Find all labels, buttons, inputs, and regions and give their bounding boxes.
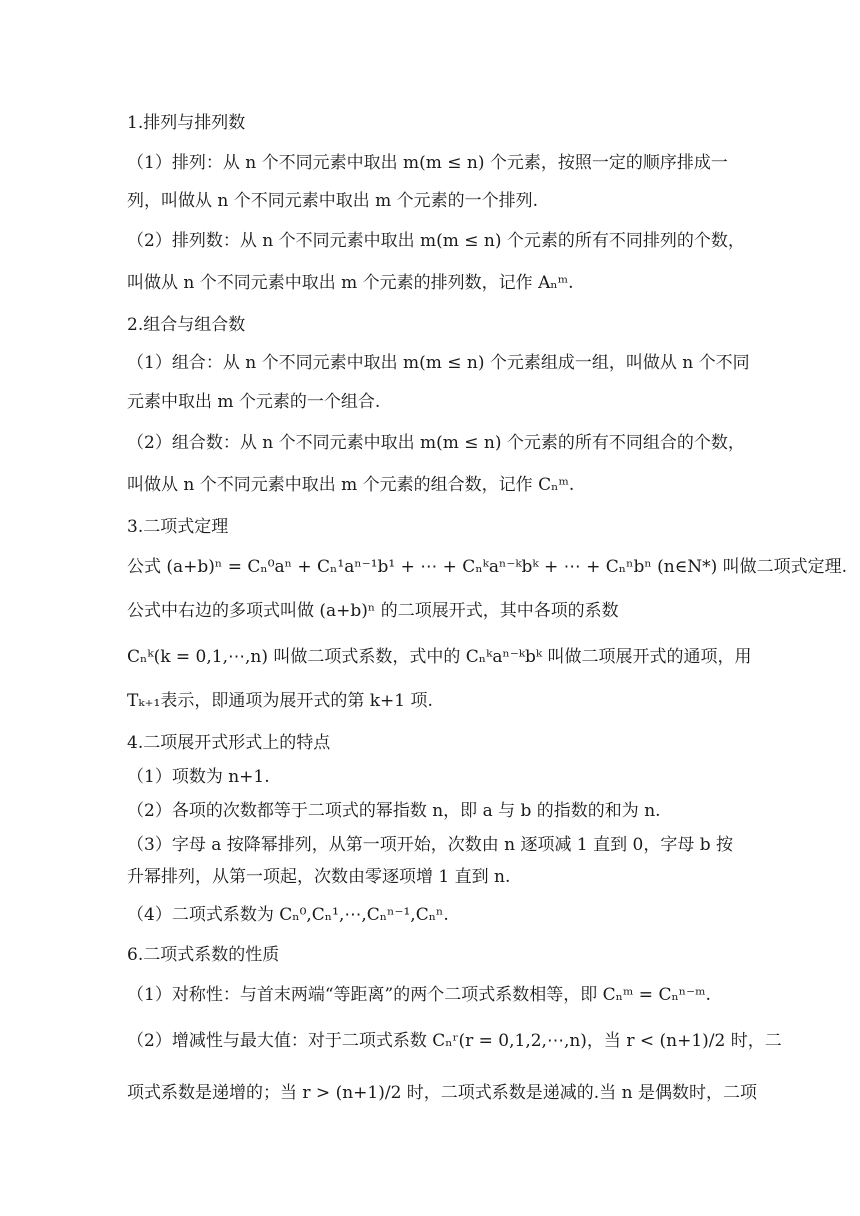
list-item: （2）各项的次数都等于二项式的幂指数 n，即 a 与 b 的指数的和为 n. bbox=[127, 801, 661, 821]
section-heading-combination: 2.组合与组合数 bbox=[127, 315, 246, 335]
paragraph-line: 公式中右边的多项式叫做 (a+b)ⁿ 的二项展开式，其中各项的系数 bbox=[127, 601, 619, 621]
paragraph-line: 列，叫做从 n 个不同元素中取出 m 个元素的一个排列. bbox=[127, 191, 539, 211]
paragraph-line: （2）组合数：从 n 个不同元素中取出 m(m ≤ n) 个元素的所有不同组合的个数， bbox=[127, 433, 745, 453]
list-item: （4）二项式系数为 Cₙ⁰,Cₙ¹,⋯,Cₙⁿ⁻¹,Cₙⁿ. bbox=[127, 905, 449, 925]
list-item: （2）增减性与最大值：对于二项式系数 Cₙʳ(r = 0,1,2,⋯,n)，当 r < (n+1)/2 时，二 bbox=[127, 1031, 782, 1051]
section-heading-permutation: 1.排列与排列数 bbox=[127, 113, 246, 133]
paragraph-line: （2）排列数：从 n 个不同元素中取出 m(m ≤ n) 个元素的所有不同排列的个数， bbox=[127, 231, 745, 251]
section-heading-binomial-theorem: 3.二项式定理 bbox=[127, 517, 229, 537]
list-item-continuation: 升幂排列，从第一项起，次数由零逐项增 1 直到 n. bbox=[127, 867, 511, 887]
list-item: （1）对称性：与首末两端“等距离”的两个二项式系数相等，即 Cₙᵐ = Cₙⁿ⁻ᵐ. bbox=[127, 985, 711, 1005]
paragraph-line: 元素中取出 m 个元素的一个组合. bbox=[127, 392, 381, 412]
paragraph-line: 叫做从 n 个不同元素中取出 m 个元素的组合数，记作 Cₙᵐ. bbox=[127, 475, 575, 495]
list-item: （1）项数为 n+1. bbox=[127, 767, 270, 787]
list-item-continuation: 项式系数是递增的；当 r > (n+1)/2 时，二项式系数是递减的.当 n 是偶数时，二项 bbox=[127, 1083, 757, 1103]
paragraph-line: 叫做从 n 个不同元素中取出 m 个元素的排列数，记作 Aₙᵐ. bbox=[127, 273, 574, 293]
paragraph-line: （1）排列：从 n 个不同元素中取出 m(m ≤ n) 个元素，按照一定的顺序排成一 bbox=[127, 153, 728, 173]
paragraph-line: Tₖ₊₁表示，即通项为展开式的第 k+1 项. bbox=[127, 691, 433, 711]
formula-line: 公式 (a+b)ⁿ = Cₙ⁰aⁿ + Cₙ¹aⁿ⁻¹b¹ + ⋯ + Cₙᵏaⁿ⁻ᵏbᵏ + ⋯ + Cₙⁿbⁿ (n∈N*) 叫做二项式定理. bbox=[127, 557, 848, 577]
section-heading-expansion-features: 4.二项展开式形式上的特点 bbox=[127, 733, 331, 753]
section-heading-coefficient-properties: 6.二项式系数的性质 bbox=[127, 945, 280, 965]
paragraph-line: （1）组合：从 n 个不同元素中取出 m(m ≤ n) 个元素组成一组，叫做从 n 个不同 bbox=[127, 353, 750, 373]
paragraph-line: Cₙᵏ(k = 0,1,⋯,n) 叫做二项式系数，式中的 Cₙᵏaⁿ⁻ᵏbᵏ 叫做二项展开式的通项，用 bbox=[127, 647, 752, 667]
list-item: （3）字母 a 按降幂排列，从第一项开始，次数由 n 逐项减 1 直到 0，字母 b 按 bbox=[127, 835, 734, 855]
